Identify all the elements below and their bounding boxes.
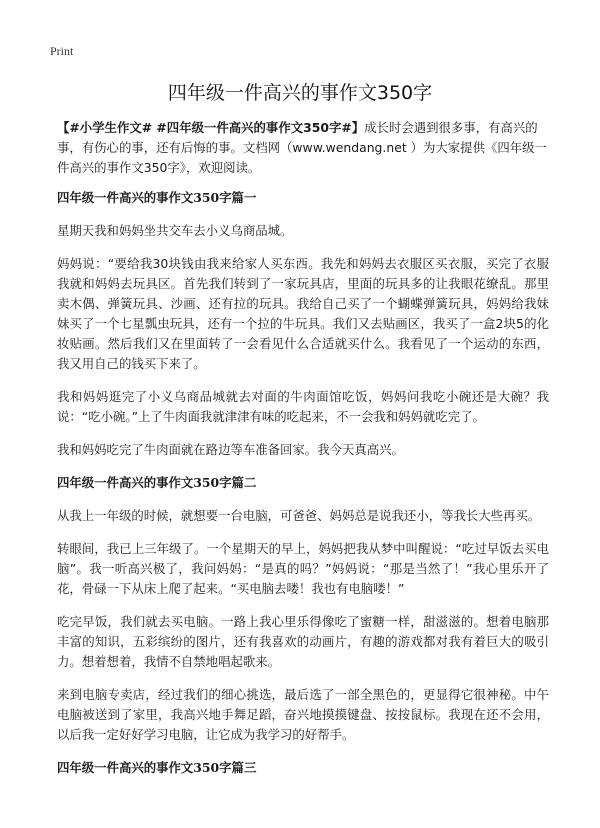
page-title: 四年级一件高兴的事作文350字 — [167, 82, 433, 104]
intro-tags: 【#小学生作文# #四年级一件高兴的事作文350字#】 — [57, 120, 365, 135]
paragraph: 妈妈说：“要给我30块钱由我来给家人买东西。我先和妈妈去衣服区买衣服，买完了衣服我就和妈妈去玩具区。首先我们转到了一家玩具店，里面的玩具多的让我眼花缭乱。那里卖木偶、弹簧玩具、沙画、还有拉的玩具。我给自己买了一个蝴蝶弹簧玩具，妈妈给我妹妹买了一个七星瓢虫玩具，还有一个拉的牛玩具。我们又去贴画区，我买了一盒2块5的化妆贴画。然后我们又在里面转了一会看见什么合适就买什么。我看见了一个运动的东西，我又用自己的钱买下来了。 — [57, 256, 549, 371]
paragraph: 星期天我和妈妈坐共交车去小义乌商品城。 — [57, 223, 293, 238]
paragraph: 我和妈妈吃完了牛肉面就在路边等车准备回家。我今天真高兴。 — [57, 442, 404, 457]
section-heading-3: 四年级一件高兴的事作文350字篇三 — [57, 760, 257, 775]
intro-text: 成长时会遇到很多事，有高兴的事，有伤心的事，还有后悔的事。文档网（www.wendang.net ）为大家提供《四年级一件高兴的事作文350字》，欢迎阅读。 — [57, 120, 547, 175]
intro-paragraph — [57, 118, 549, 178]
paragraph: 我和妈妈逛完了小义乌商品城就去对面的牛肉面馆吃饭，妈妈问我吃小碗还是大碗？我说：“吃小碗。”上了牛肉面我就津津有味的吃起来，不一会我和妈妈就吃完了。 — [57, 389, 549, 424]
paragraph: 从我上一年级的时候，就想要一台电脑，可爸爸、妈妈总是说我还小，等我长大些再买。 — [57, 508, 541, 523]
article-body — [57, 118, 549, 791]
paragraph: 吃完早饭，我们就去买电脑。一路上我心里乐得像吃了蜜糖一样，甜滋滋的。想着电脑那丰富的知识，五彩缤纷的图片，还有我喜欢的动画片，有趣的游戏都对我有着巨大的吸引力。想着想着，我情不自禁地唱起歌来。 — [57, 614, 549, 669]
print-label[interactable]: Print — [50, 44, 74, 58]
paragraph: 转眼间，我已上三年级了。一个星期天的早上，妈妈把我从梦中叫醒说：“吃过早饭去买电脑”。我一听高兴极了，我问妈妈：“是真的吗？”妈妈说：“那是当然了！”我心里乐开了花，骨碌一下从床上爬了起来。“买电脑去喽！我也有电脑喽！” — [57, 541, 549, 596]
paragraph: 来到电脑专卖店，经过我们的细心挑选，最后选了一部全黑色的，更显得它很神秘。中午电脑被送到了家里，我高兴地手舞足蹈，奋兴地摸摸键盘、按按鼠标。我现在还不会用，以后我一定好好学习电脑，让它成为我学习的好帮手。 — [57, 687, 549, 742]
section-heading-2: 四年级一件高兴的事作文350字篇二 — [57, 475, 257, 490]
section-heading-1: 四年级一件高兴的事作文350字篇一 — [57, 190, 257, 205]
